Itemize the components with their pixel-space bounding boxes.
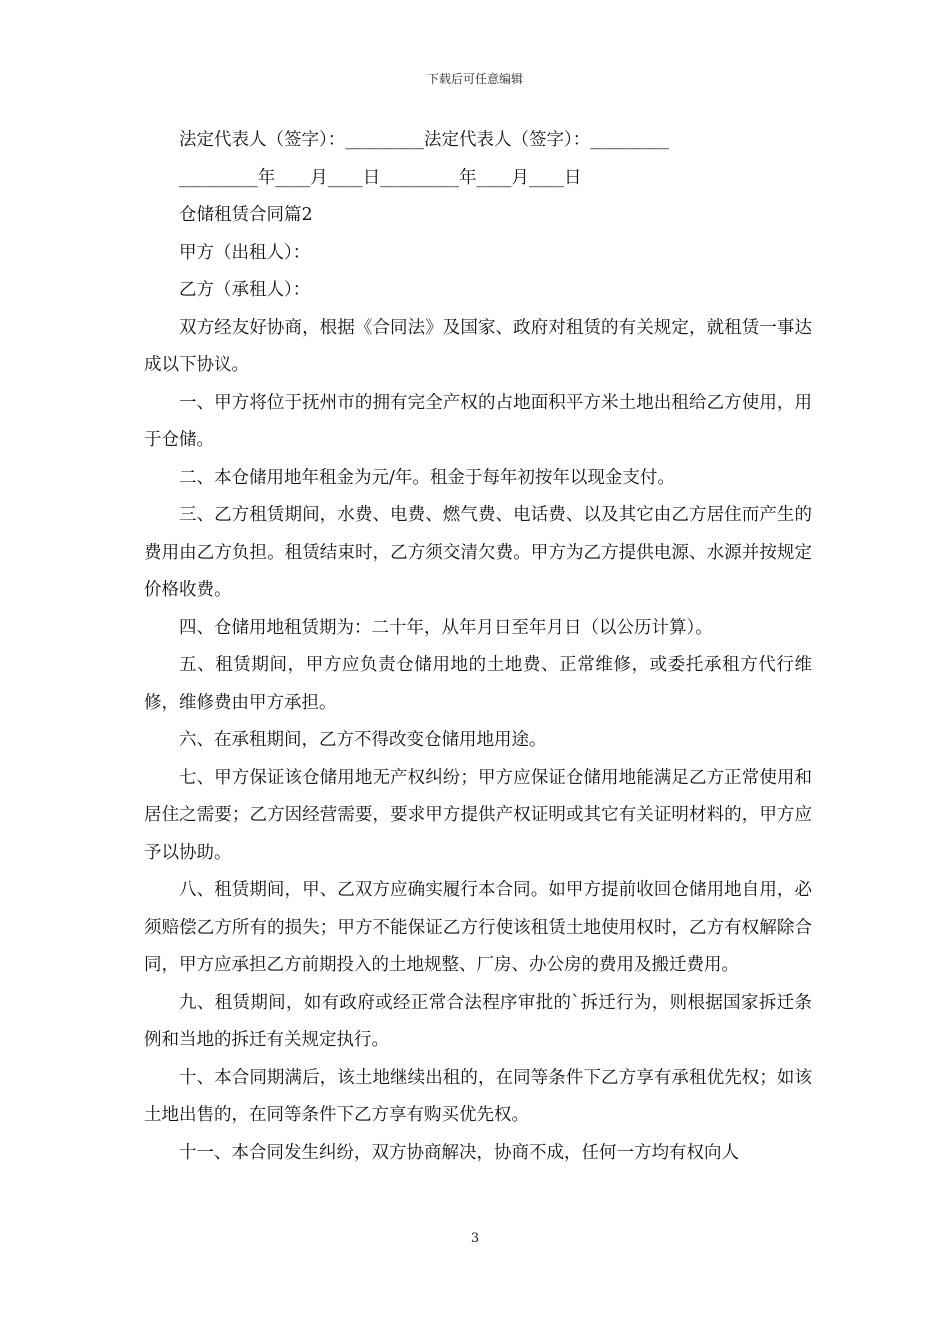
page-number: 3 xyxy=(470,1231,480,1246)
clause-2: 二、本仓储用地年租金为元/年。租金于每年初按年以现金支付。 xyxy=(179,467,675,488)
party-b-line: 乙方（承租人）： xyxy=(179,280,311,300)
clause-4: 四、仓储用地租赁期为：二十年，从年月日至年月日（以公历计算）。 xyxy=(179,617,713,638)
document-body xyxy=(144,122,812,1172)
preamble-paragraph: 双方经友好协商，根据《合同法》及国家、政府对租赁的有关规定，就租赁一事达成以下协议。 xyxy=(144,317,812,375)
signature-line: 法定代表人（签字）：_________法定代表人（签字）：_________ xyxy=(179,130,669,150)
clause-5: 五、租赁期间，甲方应负责仓储用地的土地费、正常维修，或委托承租方代行维修，维修费由甲方承担。 xyxy=(144,655,812,713)
page-header: 下载后可任意编辑 xyxy=(426,72,523,86)
clause-10: 十、本合同期满后，该土地继续出租的，在同等条件下乙方享有承租优先权；如该土地出售的，在同等条件下乙方享有购买优先权。 xyxy=(144,1067,812,1125)
clause-9: 九、租赁期间，如有政府或经正常合法程序审批的`拆迁行为，则根据国家拆迁条例和当地的拆迁有关规定执行。 xyxy=(144,992,812,1050)
date-line: _________年____月____日_________年____月____日 xyxy=(179,167,582,188)
contract-title: 仓储租赁合同篇2 xyxy=(179,205,313,225)
party-a-line: 甲方（出租人）： xyxy=(179,242,311,263)
clause-11: 十一、本合同发生纠纷，双方协商解决，协商不成，任何一方均有权向人 xyxy=(179,1142,739,1163)
clause-1: 一、甲方将位于抚州市的拥有完全产权的占地面积平方米土地出租给乙方使用，用于仓储。 xyxy=(144,392,812,450)
clause-8: 八、租赁期间，甲、乙双方应确实履行本合同。如甲方提前收回仓储用地自用，必须赔偿乙方所有的损失；甲方不能保证乙方行使该租赁土地使用权时，乙方有权解除合同，甲方应承担乙方前期投入的土地规整、厂房、办公房的费用及搬迁费用。 xyxy=(144,880,812,975)
clause-7: 七、甲方保证该仓储用地无产权纠纷；甲方应保证仓储用地能满足乙方正常使用和居住之需要；乙方因经营需要，要求甲方提供产权证明或其它有关证明材料的，甲方应予以协助。 xyxy=(144,767,812,863)
clause-3: 三、乙方租赁期间，水费、电费、燃气费、电话费、以及其它由乙方居住而产生的费用由乙方负担。租赁结束时，乙方须交清欠费。甲方为乙方提供电源、水源并按规定价格收费。 xyxy=(144,505,812,600)
clause-6: 六、在承租期间，乙方不得改变仓储用地用途。 xyxy=(179,730,547,750)
